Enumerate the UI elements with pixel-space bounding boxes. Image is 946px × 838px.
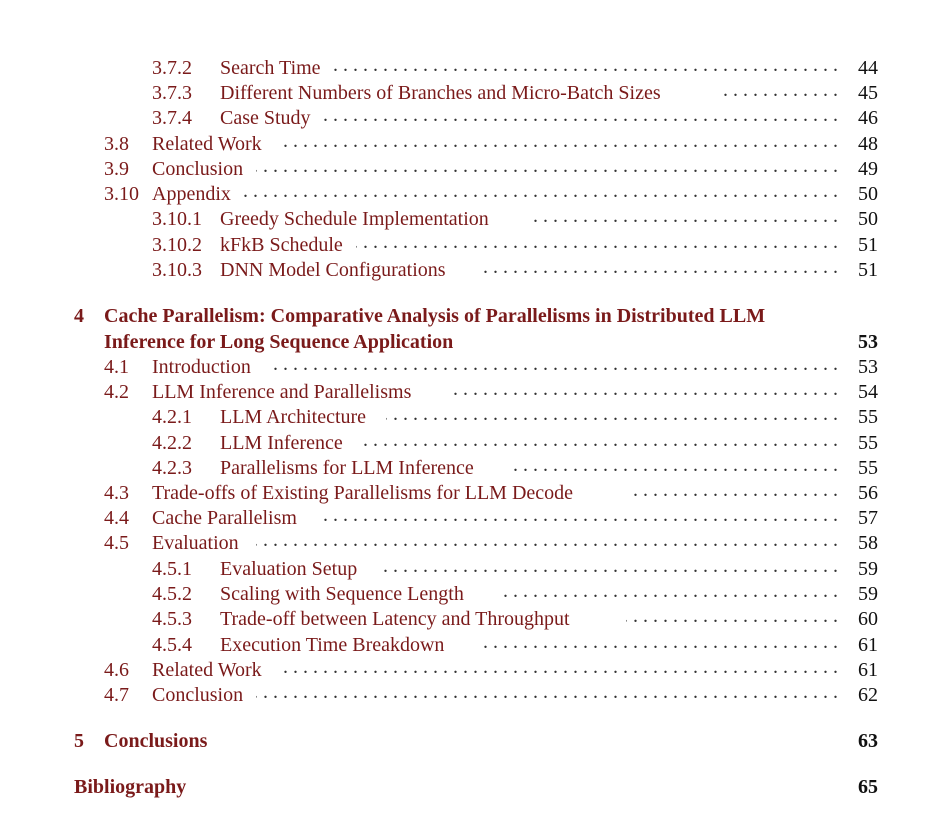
chapter-number: 4 [74,305,84,327]
entry-page: 44 [858,57,878,79]
entry-title: Appendix [152,183,237,206]
dot-leader [320,504,838,530]
dot-leader [720,79,838,105]
dot-leader [626,605,838,631]
entry-title: Scaling with Sequence Length [220,583,470,606]
dot-leader [508,454,838,480]
entry-page: 46 [858,107,878,129]
entry-title: LLM Inference [220,432,349,455]
entry-page: 61 [858,659,878,681]
entry-number: 4.5 [104,532,129,554]
dot-leader [358,429,838,455]
entry-number: 4.7 [104,684,129,706]
entry-page: 56 [858,482,878,504]
dot-leader [244,180,838,206]
entry-title: DNN Model Configurations [220,259,452,282]
dot-leader [482,256,838,282]
dot-leader [356,231,838,257]
entry-number: 3.7.2 [152,57,192,79]
entry-number: 3.7.4 [152,107,192,129]
bibliography-title: Bibliography [74,776,192,799]
dot-leader [628,479,838,505]
entry-title: Trade-offs of Existing Parallelisms for LLM Decode [152,482,579,505]
entry-title: Case Study [220,107,317,130]
chapter-page: 63 [858,730,878,752]
dot-leader [280,130,838,156]
entry-title: Related Work [152,133,268,156]
entry-page: 58 [858,532,878,554]
chapter-title-line-2: Inference for Long Sequence Application [104,331,459,354]
entry-title: LLM Architecture [220,406,372,429]
entry-title: Different Numbers of Branches and Micro-Batch Sizes [220,82,667,105]
entry-title: Introduction [152,356,257,379]
entry-title: Parallelisms for LLM Inference [220,457,480,480]
entry-page: 45 [858,82,878,104]
entry-title: Execution Time Breakdown [220,634,450,657]
entry-number: 3.10.3 [152,259,202,281]
entry-page: 55 [858,432,878,454]
entry-number: 4.5.3 [152,608,192,630]
entry-title: Conclusion [152,684,249,707]
entry-title: kFkB Schedule [220,234,349,257]
entry-number: 4.2.1 [152,406,192,428]
entry-number: 4.2.3 [152,457,192,479]
chapter-number: 5 [74,730,84,752]
entry-page: 53 [858,356,878,378]
dot-leader [532,205,838,231]
entry-title: Trade-off between Latency and Throughput [220,608,576,631]
chapter-title-line-1: Cache Parallelism: Comparative Analysis of Parallelisms in Distributed LLM [104,305,771,328]
entry-page: 59 [858,583,878,605]
entry-number: 4.5.2 [152,583,192,605]
entry-number: 3.10 [104,183,139,205]
entry-page: 51 [858,259,878,281]
chapter-page: 53 [858,331,878,353]
entry-page: 55 [858,457,878,479]
entry-title: Conclusion [152,158,249,181]
entry-page: 62 [858,684,878,706]
dot-leader [478,631,838,657]
entry-number: 3.8 [104,133,129,155]
entry-page: 49 [858,158,878,180]
dot-leader [256,529,838,555]
bibliography-page: 65 [858,776,878,798]
entry-number: 3.7.3 [152,82,192,104]
dot-leader [256,155,838,181]
entry-number: 4.2 [104,381,129,403]
entry-page: 60 [858,608,878,630]
entry-page: 50 [858,208,878,230]
entry-page: 54 [858,381,878,403]
entry-title: Related Work [152,659,268,682]
dot-leader [448,378,838,404]
entry-page: 61 [858,634,878,656]
entry-number: 4.5.4 [152,634,192,656]
entry-number: 4.2.2 [152,432,192,454]
entry-title: Evaluation [152,532,245,555]
entry-number: 4.5.1 [152,558,192,580]
entry-page: 48 [858,133,878,155]
entry-title: Greedy Schedule Implementation [220,208,495,231]
dot-leader [500,580,838,606]
entry-number: 3.10.2 [152,234,202,256]
entry-number: 3.9 [104,158,129,180]
entry-title: LLM Inference and Parallelisms [152,381,417,404]
chapter-title: Conclusions [104,730,213,753]
dot-leader [386,403,838,429]
entry-page: 50 [858,183,878,205]
entry-title: Evaluation Setup [220,558,363,581]
entry-number: 4.1 [104,356,129,378]
entry-title: Cache Parallelism [152,507,303,530]
entry-number: 4.4 [104,507,129,529]
dot-leader [256,681,838,707]
dot-leader [280,656,838,682]
entry-number: 4.3 [104,482,129,504]
dot-leader [320,104,838,130]
entry-number: 3.10.1 [152,208,202,230]
entry-title: Search Time [220,57,327,80]
dot-leader [380,555,838,581]
entry-page: 57 [858,507,878,529]
entry-page: 55 [858,406,878,428]
entry-page: 51 [858,234,878,256]
entry-number: 4.6 [104,659,129,681]
entry-page: 59 [858,558,878,580]
dot-leader [330,54,838,80]
dot-leader [270,353,838,379]
